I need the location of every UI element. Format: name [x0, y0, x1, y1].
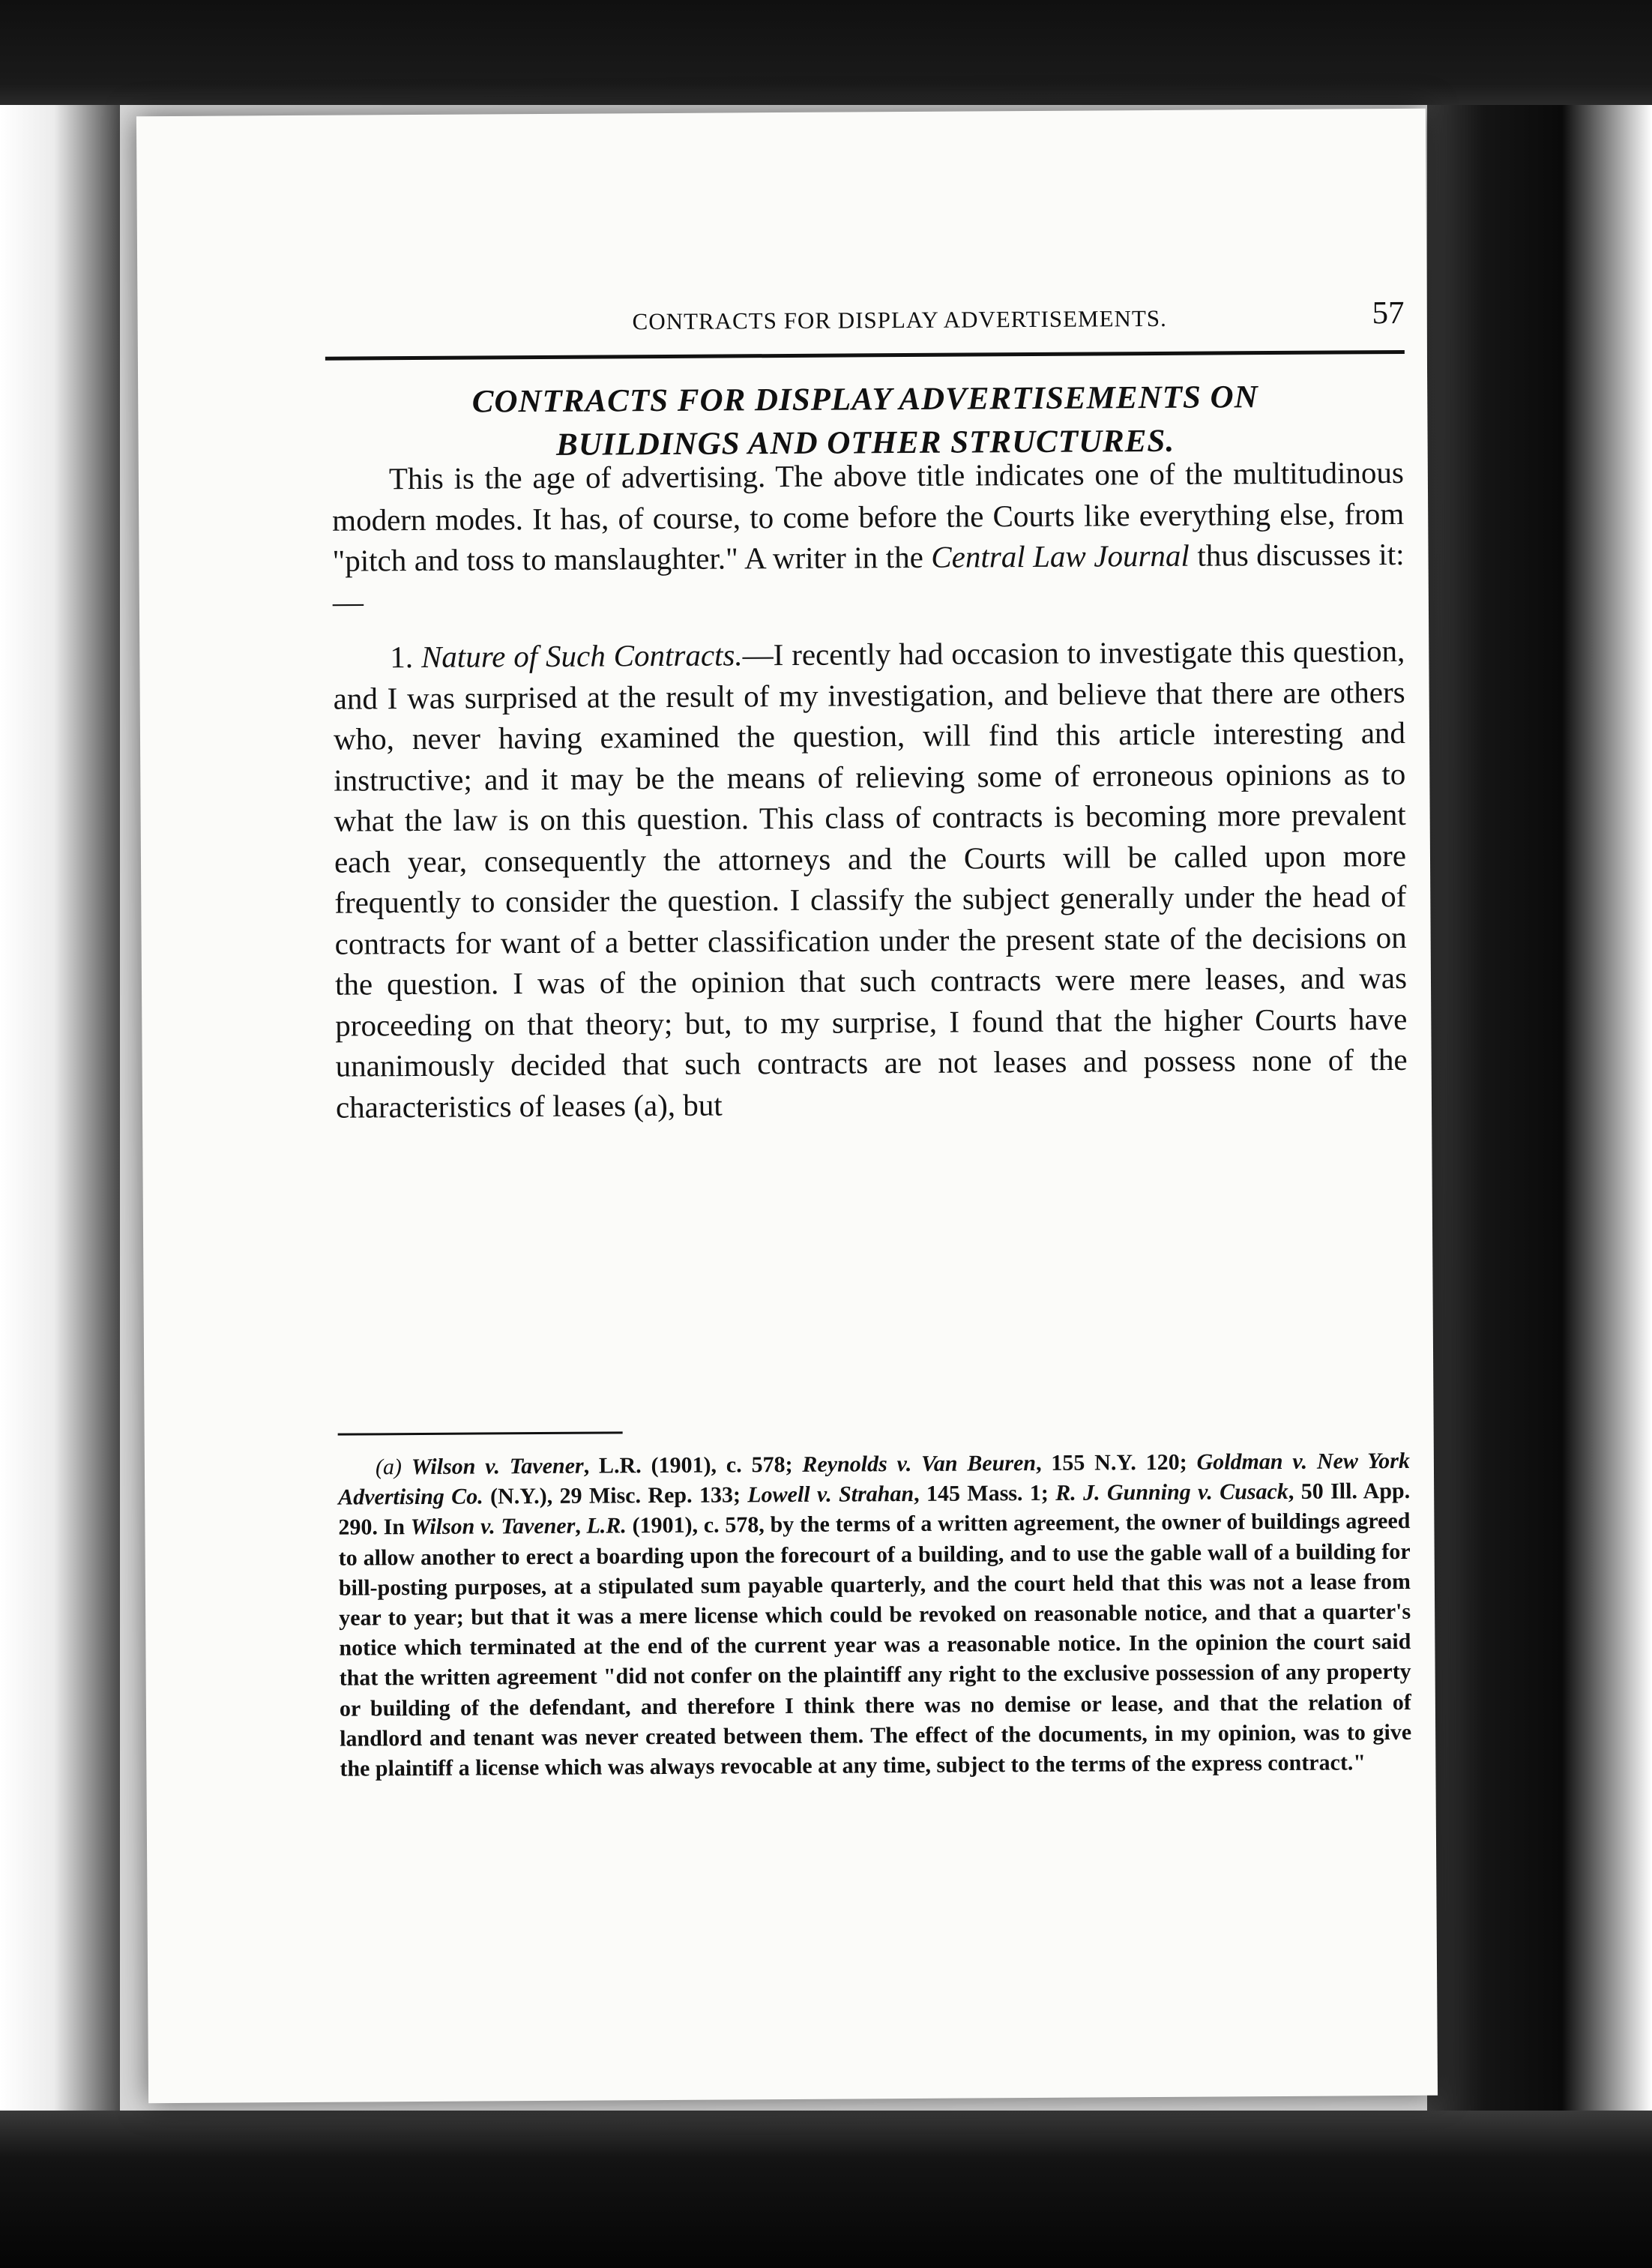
footnote-reference: (a)	[633, 1087, 668, 1122]
case-2-cite: , 155 N.Y. 120;	[1035, 1449, 1197, 1476]
section-1-paragraph	[333, 631, 1408, 1128]
footnote-rule	[338, 1431, 623, 1435]
footnote-mark: (a)	[375, 1455, 403, 1480]
case-3-cite: (N.Y.), 29 Misc. Rep. 133;	[483, 1482, 748, 1509]
section-1-end: , but	[667, 1087, 723, 1122]
intro-text-1: This is the age of advertising. The above title indicates one of the multitudinous modern modes. It has, of course, to come before the Courts like everything else, from "pitch and toss to manslaughter." A writer in the	[332, 454, 1405, 578]
scan-border-right	[1427, 0, 1652, 2268]
scan-border-top	[0, 0, 1652, 105]
running-head-title: CONTRACTS FOR DISPLAY ADVERTISEMENTS.	[632, 304, 1167, 335]
article-title-line-1: CONTRACTS FOR DISPLAY ADVERTISEMENTS ON	[471, 379, 1258, 420]
scan-border-left	[0, 0, 120, 2268]
footnote-paragraph	[338, 1446, 1412, 1784]
case-6-cite: ,	[575, 1514, 587, 1539]
case-6: Wilson v. Tavener	[410, 1514, 576, 1540]
case-5-cite: , 50 Ill. App. 290. In	[338, 1479, 1411, 1541]
case-2: Reynolds v. Van Beuren	[802, 1450, 1037, 1477]
article-title-line-2: BUILDINGS AND OTHER STRUCTURES.	[555, 423, 1175, 463]
case-4-cite: , 145 Mass. 1;	[914, 1481, 1056, 1507]
running-head	[482, 296, 1404, 355]
footnote-text: (1901), c. 578, by the terms of a written agreement, the owner of buildings agreed to allow another to erect a boarding upon the forecourt of a building, and to use the gable wall of a building for bill-posting purposes, at a stipulated sum payable quarterly, and the court held that this was not a lease from year to year; but that it was a mere license which could be revoked on reasonable notice, and that a quarter's notice which terminated at the end of the current year was a reasonable notice. In the opinion the court said that the written agreement "did not confer on the plaintiff any right to the exclusive possession of any property or building of the defendant, and therefore I think there was no demise or lease, and that the relation of landlord and tenant was never created between them. The effect of the documents, in my opinion, was to give the plaintiff a license which was always revocable at any time, subject to the terms of the express contract."	[338, 1509, 1412, 1781]
footnote	[338, 1446, 1412, 1784]
page-number: 57	[1372, 295, 1405, 331]
journal-name: Central Law Journal	[931, 538, 1190, 574]
case-1-cite: , L.R. (1901), c. 578;	[583, 1452, 803, 1479]
scan-border-bottom	[0, 2111, 1652, 2268]
section-1-heading: Nature of Such Contracts.	[420, 637, 743, 674]
body-text	[332, 452, 1408, 1128]
intro-text-2: thus discusses it:—	[332, 536, 1405, 619]
case-6-reporter: L.R.	[586, 1513, 627, 1539]
case-3: Goldman v. New York Advertising Co.	[338, 1448, 1411, 1510]
section-1-number: 1.	[390, 639, 422, 675]
intro-paragraph	[332, 452, 1405, 622]
book-page	[136, 109, 1438, 2103]
case-5: R. J. Gunning v. Cusack	[1055, 1479, 1288, 1506]
case-1: Wilson v. Tavener	[411, 1453, 584, 1480]
section-1-text: —I recently had occasion to investigate this question, and I was surprised at the result of my investigation, and believe that there are others who, never having examined the question, will find this article interesting and instructive; and it may be the means of relieving some of erroneous opinions as to what the law is on this question. This class of contracts is becoming more prevalent each year, consequently the attorneys and the Courts will be called upon more frequently to consider the question. I classify the subject generally under the head of contracts for want of a better classification under the present state of the decisions on the question. I was of the opinion that such contracts were mere leases, and was proceeding on that theory; but, to my surprise, I found that the higher Courts have unanimously decided that such contracts are not leases and possess none of the characteristics of leases	[333, 633, 1408, 1125]
case-4: Lowell v. Strahan	[747, 1482, 914, 1508]
